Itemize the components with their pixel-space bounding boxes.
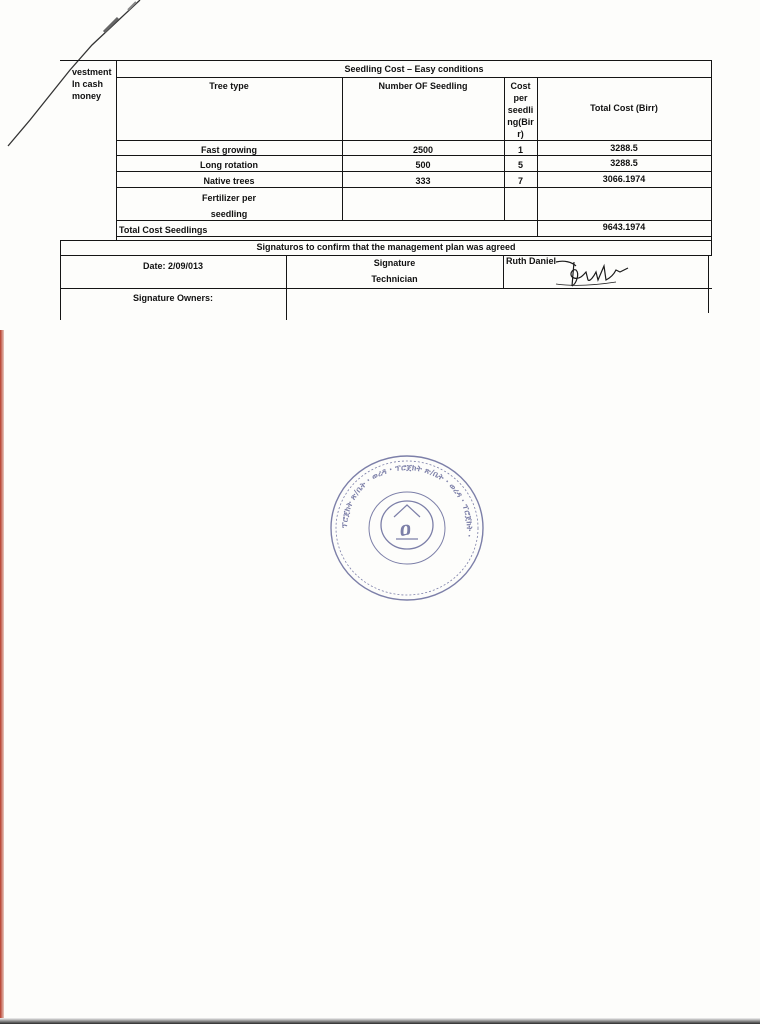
row-fertilizer-line2: seedling <box>210 209 248 219</box>
row3-bottom-border <box>116 187 712 188</box>
total-cost-seedlings-label: Total Cost Seedlings <box>119 225 208 235</box>
row-fast-growing-total: 3288.5 <box>610 143 638 153</box>
header-bottom-border <box>116 140 712 141</box>
page-edge-left <box>0 330 4 1024</box>
header-cost-line2: per <box>513 93 528 103</box>
technician-column-border <box>503 255 504 288</box>
official-seal-stamp <box>328 453 486 603</box>
total-row-bottom-border <box>116 236 712 237</box>
header-cost-line4: ng(Bir <box>507 117 534 127</box>
row-fertilizer-line1: Fertilizer per <box>201 193 257 203</box>
table-title: Seedling Cost – Easy conditions <box>344 64 484 74</box>
row-long-rotation-total: 3288.5 <box>610 158 638 168</box>
technician-label: Technician <box>371 274 418 284</box>
signature-heading-top-border <box>60 240 712 241</box>
total-cost-seedlings-value: 9643.1974 <box>602 222 646 232</box>
title-bottom-border <box>116 77 712 78</box>
svg-text:ፕሮጀክት ጽ/ቤት · ወረዳ · ፕሮጀክት ጽ/ቤት: ፕሮጀክት ጽ/ቤት · ወረዳ · ፕሮጀክት ጽ/ቤት · ወረዳ · ፕሮጀክት · <box>339 462 475 538</box>
header-cost-line3: seedli <box>507 105 534 115</box>
row-fast-growing-type: Fast growing <box>201 145 257 155</box>
fertilizer-bottom-border <box>116 220 712 221</box>
row-native-trees-cost: 7 <box>517 176 523 186</box>
row-fast-growing-cost: 1 <box>517 145 523 155</box>
row-fast-growing-number: 2500 <box>412 145 434 155</box>
header-cost-line1: Cost <box>510 81 531 91</box>
investment-label-line3: money <box>72 91 102 101</box>
investment-label-line1: vestment <box>72 67 112 77</box>
svg-text:ዐ: ዐ <box>400 516 411 540</box>
technician-name: Ruth Daniel <box>506 256 557 266</box>
header-cost-line5: r) <box>517 129 524 139</box>
header-total-cost: Total Cost (Birr) <box>590 103 658 113</box>
right-outer-border <box>711 60 712 255</box>
header-tree-type: Tree type <box>209 81 249 91</box>
row-native-trees-type: Native trees <box>203 176 255 186</box>
row-long-rotation-number: 500 <box>415 160 431 170</box>
investment-label-line2: In cash <box>72 79 104 89</box>
row-long-rotation-cost: 5 <box>517 160 523 170</box>
row2-bottom-border <box>116 171 712 172</box>
table-top-border <box>60 60 712 61</box>
header-number-of-seedling: Number OF Seedling <box>378 81 468 91</box>
signature-owners-label: Signature Owners: <box>132 293 213 303</box>
row-native-trees-number: 333 <box>415 176 431 186</box>
handwritten-signature <box>550 256 632 292</box>
signature-heading: Signaturos to confirm that the management plan was agreed <box>256 242 516 252</box>
date-field: Date: 2/09/013 <box>142 261 204 271</box>
row-native-trees-total: 3066.1974 <box>602 174 646 184</box>
row-long-rotation-type: Long rotation <box>200 160 258 170</box>
signature-label: Signature <box>373 258 416 268</box>
right-lower-border <box>708 255 709 313</box>
cost-column-border <box>537 77 538 237</box>
page-edge-bottom <box>0 1018 760 1024</box>
